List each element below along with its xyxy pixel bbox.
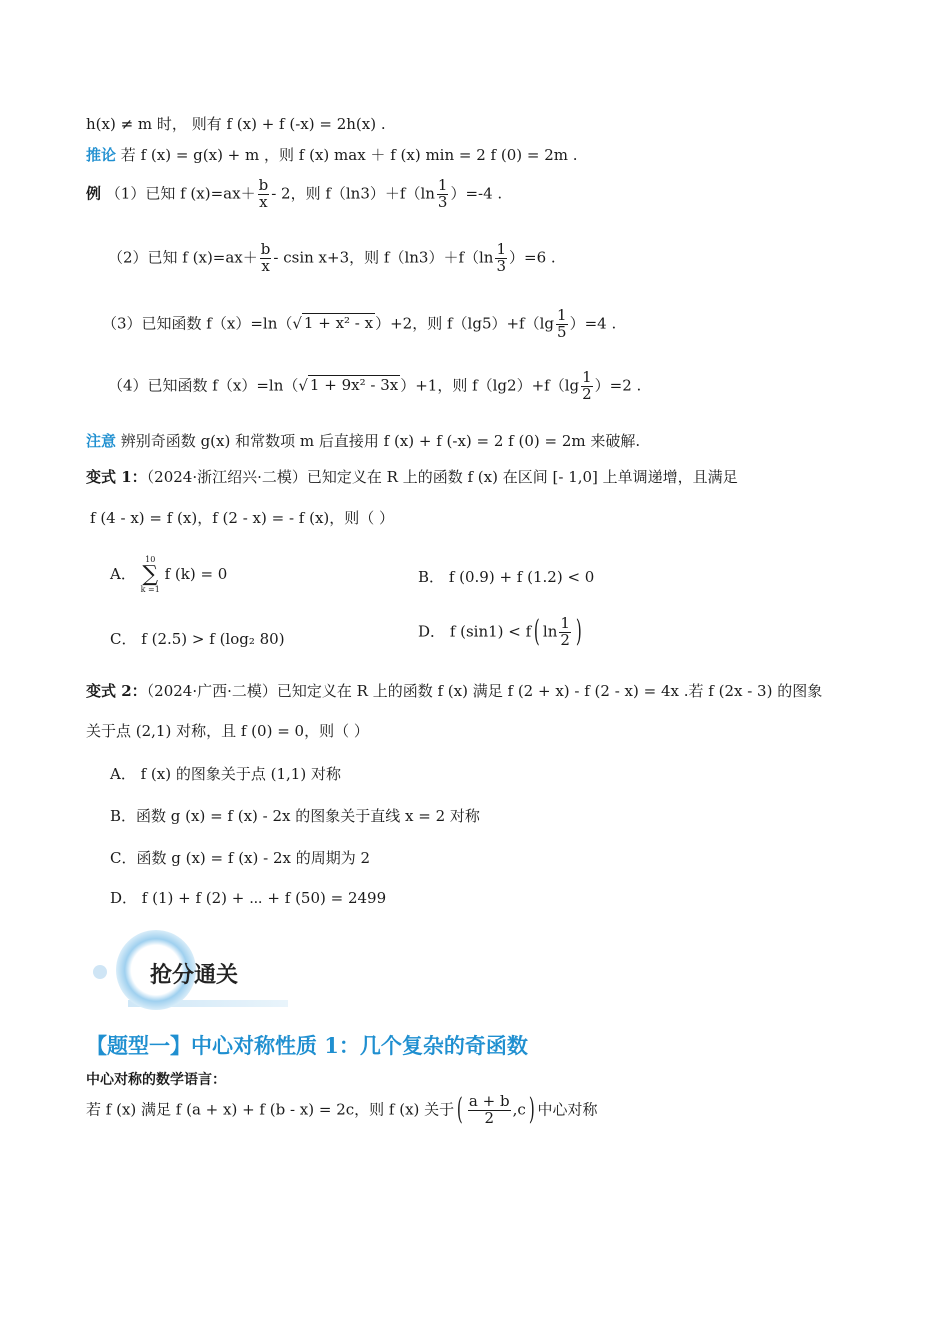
fraction-a-plus-b-over-2: $\frac{a + b}{2}$ xyxy=(468,1092,510,1127)
example-2: （2）已知 f (x)=ax＋ $\frac{b}{x}$ - csin x+3，则 f（ln3）＋f（ln $\frac{1}{3}$ ）=6 . xyxy=(108,240,556,275)
variant1-option-b: B． f (0.9) + f (1.2) < 0 xyxy=(418,568,595,586)
note-line xyxy=(86,432,640,450)
example-label: 例 xyxy=(86,184,102,203)
intro-line: h(x) ≠ m 时， 则有 f (x) + f (-x) = 2h(x) . xyxy=(86,115,386,133)
fraction-b-over-x: $\frac{b}{x}$ xyxy=(258,176,269,211)
example-4: （4）已知函数 f（x）=ln（√ 1 + 9x² - 3x ）+1，则 f（lg2）+f（lg $\frac{1}{2}$ ）=2 . xyxy=(108,368,642,403)
variant2-option-a: A． f (x) 的图象关于点 (1,1) 对称 xyxy=(110,765,341,783)
corollary-label: 推论 xyxy=(86,146,117,164)
note-text: 辨别奇函数 g(x) 和常数项 m 后直接用 f (x) + f (-x) = 2 f (0) = 2m 来破解. xyxy=(120,432,641,450)
corollary-text: 若 f (x) = g(x) + m ，则 f (x) max ＋ f (x) min = 2 f (0) = 2m . xyxy=(120,146,578,164)
fraction-1-over-3: $\frac{1}{3}$ xyxy=(437,176,448,211)
variant1-option-a: A． 10 ∑ k =1 f (k) = 0 xyxy=(110,555,228,594)
fraction-1-over-3: $\frac{1}{3}$ xyxy=(496,240,507,275)
variant2-stem-2: 关于点 (2,1) 对称，且 f (0) = 0，则（ ） xyxy=(86,722,369,740)
example-1: 例 （1）已知 f (x)=ax＋ $\frac{b}{x}$ - 2，则 f（ln3）＋f（ln $\frac{1}{3}$ ）=-4 . xyxy=(86,176,503,211)
fraction-1-over-5: $\frac{1}{5}$ xyxy=(557,306,567,341)
section-subtitle: 中心对称的数学语言： xyxy=(86,1072,226,1088)
variant2-option-d: D． f (1) + f (2) + ⋯ + f (50) = 2499 xyxy=(110,889,387,907)
corollary-line xyxy=(86,146,578,164)
note-label: 注意 xyxy=(86,432,117,450)
example-3: （3）已知函数 f（x）=ln（√ 1 + x² - x ）+2，则 f（lg5）+f（lg $\frac{1}{5}$ ）=4 . xyxy=(102,306,617,341)
fraction-1-over-2: $\frac{1}{2}$ xyxy=(560,614,570,649)
section-title: 【题型一】中心对称性质 1：几个复杂的奇函数 xyxy=(86,1033,528,1058)
variant2-option-b: B．函数 g (x) = f (x) - 2x 的图象关于直线 x = 2 对称 xyxy=(110,807,480,825)
variant2-stem: 变式 2：（2024·广西·二模）已知定义在 R 上的函数 f (x) 满足 f (2 + x) - f (2 - x) = 4x .若 f (2x - 3) 的图象 xyxy=(86,682,823,700)
fraction-b-over-x: $\frac{b}{x}$ xyxy=(260,240,271,275)
variant1-stem: 变式 1：（2024·浙江绍兴·二模）已知定义在 R 上的函数 f (x) 在区间 [- 1,0] 上单调递增，且满足 xyxy=(86,468,738,486)
variant1-option-c: C． f (2.5) > f (log₂ 80) xyxy=(110,630,285,648)
banner-title: 抢分通关 xyxy=(150,963,239,988)
section-banner xyxy=(88,930,298,1012)
sqrt-sign: √ xyxy=(298,376,308,395)
section-line: 若 f (x) 满足 f (a + x) + f (b - x) = 2c，则 f (x) 关于( $\frac{a + b}{2}$ ,c) 中心对称 xyxy=(86,1092,598,1128)
sigma-icon: 10 ∑ k =1 xyxy=(140,555,160,594)
variant1-option-d: D． f (sin1) < f( ln $\frac{1}{2}$ ) xyxy=(418,614,582,650)
variant1-condition: f (4 - x) = f (x)，f (2 - x) = - f (x)，则（ ） xyxy=(90,509,395,527)
variant2-label: 变式 2： xyxy=(86,682,147,700)
fraction-1-over-2: $\frac{1}{2}$ xyxy=(582,368,592,403)
variant2-option-c: C．函数 g (x) = f (x) - 2x 的周期为 2 xyxy=(110,849,371,867)
sqrt-sign: √ xyxy=(292,314,302,333)
variant1-label: 变式 1： xyxy=(86,468,147,486)
